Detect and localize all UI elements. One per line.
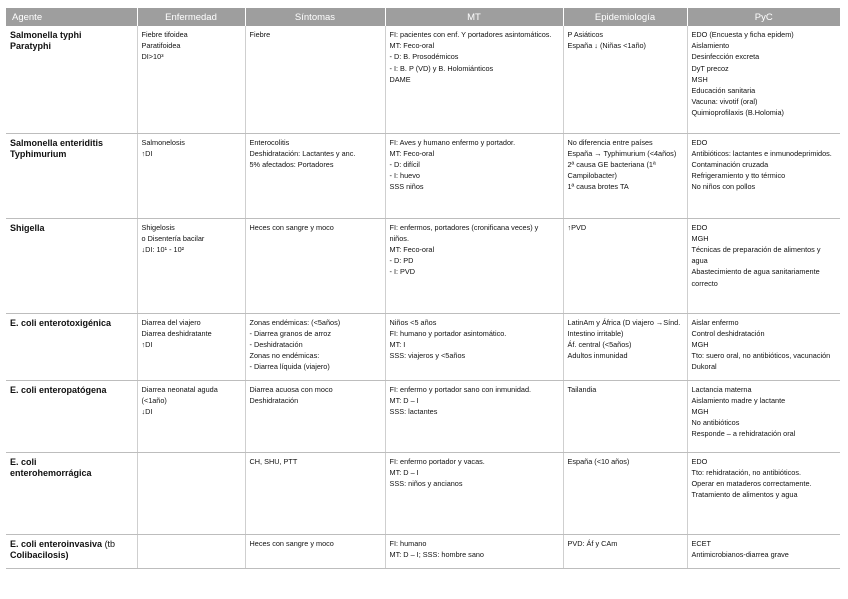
pyc-cell — [687, 380, 840, 452]
cell-line: Aislamiento madre y lactante — [691, 395, 786, 405]
mt-cell — [385, 452, 563, 534]
header-sintomas: Síntomas — [245, 8, 385, 26]
cell-line: Shigelosis — [141, 222, 175, 232]
cell-line: - I: huevo — [389, 171, 420, 181]
cell-line: Antimicrobianos-diarrea grave — [691, 549, 789, 559]
agent-line: E. coli — [10, 456, 37, 467]
cell-line: Diarrea neonatal aguda (<1año) — [141, 384, 218, 405]
table-row — [6, 313, 840, 380]
cell-line: ↑DI — [141, 148, 153, 158]
cell-line: - D: difícil — [389, 159, 420, 169]
sintomas-cell — [245, 218, 385, 313]
agent-line: Salmonella enteriditis — [10, 137, 104, 148]
pyc-cell — [687, 218, 840, 313]
table-row — [6, 452, 840, 534]
cell-line: No diferencia entre países — [567, 137, 653, 147]
cell-line: Paratifoidea — [141, 41, 181, 51]
cell-line: Diarrea del viajero — [141, 317, 201, 327]
cell-line: Operar en mataderos correctamente. — [691, 478, 812, 488]
cell-line: SSS: lactantes — [389, 406, 438, 416]
cell-line: 5% afectados: Portadores — [249, 159, 334, 169]
cell-line: Control deshidratación — [691, 328, 765, 338]
header-enfermedad: Enfermedad — [137, 8, 245, 26]
mt-cell — [385, 380, 563, 452]
cell-line: ↑DI — [141, 339, 153, 349]
agent-cell — [6, 218, 137, 313]
cell-line: MGH — [691, 339, 709, 349]
cell-line: MT: Feco-oral — [389, 244, 435, 254]
cell-line: Enterocolitis — [249, 137, 290, 147]
pyc-cell — [687, 26, 840, 133]
disease-table — [6, 8, 840, 569]
pyc-cell — [687, 452, 840, 534]
cell-line: España (<10 años) — [567, 456, 630, 466]
cell-line: Zonas no endémicas: — [249, 351, 320, 361]
agent-line: Typhimurium — [10, 148, 67, 159]
cell-line: Quimioprofilaxis (B.Holomia) — [691, 108, 784, 118]
enfermedad-cell — [137, 133, 245, 218]
agent-cell — [6, 26, 137, 133]
cell-line: Vacuna: vivotif (oral) — [691, 97, 758, 107]
cell-line: DAME — [389, 74, 411, 84]
mt-cell — [385, 133, 563, 218]
cell-line: Adultos inmunidad — [567, 351, 628, 361]
cell-line: ↓DI — [141, 406, 153, 416]
epidemiologia-cell — [563, 452, 687, 534]
cell-line: EDO — [691, 137, 708, 147]
cell-line: MT: Feco-oral — [389, 41, 435, 51]
cell-line: ECET — [691, 538, 711, 548]
cell-line: ↑PVD — [567, 222, 587, 232]
epidemiologia-cell — [563, 218, 687, 313]
cell-line: Deshidratación: Lactantes y anc. — [249, 148, 356, 158]
agent-line: Colibacilosis) — [10, 549, 69, 560]
table-row — [6, 534, 840, 568]
agent-cell — [6, 534, 137, 568]
pyc-cell — [687, 534, 840, 568]
cell-line: LatinAm y África (D viajero →Sínd. Intestino irritable) — [567, 317, 681, 338]
sintomas-cell — [245, 380, 385, 452]
cell-line: FI: enfermos, portadores (cronificana veces) y niños. — [389, 222, 539, 243]
cell-line: SSS: niños y ancianos — [389, 478, 463, 488]
cell-line: MT: I — [389, 339, 406, 349]
cell-line: o Disentería bacilar — [141, 233, 205, 243]
cell-line: Tratamiento de alimentos y agua — [691, 490, 798, 500]
header-agente: Agente — [6, 8, 137, 26]
enfermedad-cell — [137, 218, 245, 313]
cell-line: Fiebre tifoidea — [141, 30, 188, 39]
cell-line: MT: D – I — [389, 395, 419, 405]
cell-line: No antibióticos — [691, 418, 740, 428]
epidemiologia-cell — [563, 26, 687, 133]
table-row — [6, 380, 840, 452]
cell-line: Lactancia materna — [691, 384, 752, 394]
cell-line: Niños <5 años — [389, 317, 437, 327]
cell-line: - I: PVD — [389, 267, 416, 277]
cell-line: P Asiáticos — [567, 30, 604, 39]
cell-line: Diarrea deshidratante — [141, 328, 212, 338]
sintomas-cell — [245, 452, 385, 534]
cell-line: Heces con sangre y moco — [249, 222, 334, 232]
cell-line: Abastecimiento de agua sanitariamente correcto — [691, 267, 820, 288]
agent-name: E. coli enteroinvasiva — [10, 538, 103, 549]
table-row — [6, 26, 840, 133]
cell-line: CH, SHU, PTT — [249, 456, 298, 466]
cell-line: - Diarrea líquida (viajero) — [249, 362, 330, 372]
agent-line: Shigella — [10, 222, 45, 233]
enfermedad-cell — [137, 452, 245, 534]
cell-line: Tto: rehidratación, no antibióticos. — [691, 467, 802, 477]
table-row — [6, 218, 840, 313]
cell-line: FI: humano — [389, 538, 427, 548]
agent-line: Salmonella typhi — [10, 30, 82, 40]
cell-line: ↓DI: 10¹ - 10² — [141, 244, 185, 254]
cell-line: - I: B. P (VD) y B. Holomiánticos — [389, 63, 494, 73]
cell-line: FI: enfermo portador y vacas. — [389, 456, 485, 466]
epidemiologia-cell — [563, 133, 687, 218]
cell-line: Deshidratación — [249, 395, 299, 405]
header-epidemiologia: Epidemiología — [563, 8, 687, 26]
agent-cell — [6, 133, 137, 218]
cell-line: EDO — [691, 456, 708, 466]
mt-cell — [385, 218, 563, 313]
cell-line: España ↓ (Niñas <1año) — [567, 41, 646, 51]
cell-line: MGH — [691, 233, 709, 243]
enfermedad-cell — [137, 26, 245, 133]
cell-line: Diarrea acuosa con moco — [249, 384, 333, 394]
cell-line: Salmonelosis — [141, 137, 185, 147]
cell-line: Tto: suero oral, no antibióticos, vacunación Dukoral — [691, 351, 831, 372]
cell-line: Técnicas de preparación de alimentos y agua — [691, 244, 821, 266]
enfermedad-cell — [137, 313, 245, 380]
header-row — [6, 8, 840, 26]
table-row — [6, 133, 840, 218]
epidemiologia-cell — [563, 380, 687, 452]
cell-line: PVD: Áf y CAm — [567, 538, 618, 548]
agent-cell — [6, 313, 137, 380]
sintomas-cell — [245, 534, 385, 568]
sintomas-cell — [245, 313, 385, 380]
cell-line: - Diarrea granos de arroz — [249, 328, 332, 338]
mt-cell — [385, 534, 563, 568]
cell-line: No niños con pollos — [691, 182, 756, 192]
cell-line: 2ª causa GE bacteriana (1ª Campilobacter) — [567, 159, 656, 181]
agent-line — [10, 539, 134, 550]
cell-line: FI: pacientes con enf. Y portadores asintomáticos. — [389, 30, 552, 39]
cell-line: SSS niños — [389, 182, 424, 192]
cell-line: DI>10³ — [141, 52, 164, 62]
cell-line: EDO — [691, 222, 708, 232]
cell-line: - D: PD — [389, 256, 414, 266]
sintomas-cell — [245, 133, 385, 218]
cell-line: España → Typhimurium (<4años) — [567, 148, 677, 158]
cell-line: Contaminación cruzada — [691, 159, 769, 169]
cell-line: MT: D – I; SSS: hombre sano — [389, 549, 484, 559]
epidemiologia-cell — [563, 313, 687, 380]
cell-line: Educación sanitaria — [691, 86, 756, 96]
mt-cell — [385, 313, 563, 380]
epidemiologia-cell — [563, 534, 687, 568]
cell-line: EDO (Encuesta y ficha epidem) — [691, 30, 794, 39]
agent-line: Paratyphi — [10, 41, 52, 51]
cell-line: Responde – a rehidratación oral — [691, 429, 796, 439]
disease-table-sheet — [6, 8, 840, 569]
header-pyc: PyC — [687, 8, 840, 26]
cell-line: Aislar enfermo — [691, 317, 739, 327]
cell-line: 1ª causa brotes TA — [567, 182, 629, 192]
cell-line: Zonas endémicas: (<5años) — [249, 317, 341, 327]
cell-line: SSS: viajeros y <5años — [389, 351, 466, 361]
enfermedad-cell — [137, 380, 245, 452]
cell-line: MT: Feco-oral — [389, 148, 435, 158]
cell-line: Desinfección excreta — [691, 52, 760, 62]
cell-line: FI: humano y portador asintomático. — [389, 328, 507, 338]
mt-cell — [385, 26, 563, 133]
enfermedad-cell — [137, 534, 245, 568]
cell-line: MT: D – I — [389, 467, 419, 477]
agent-cell — [6, 380, 137, 452]
cell-line: - D: B. Prosodémicos — [389, 52, 459, 62]
pyc-cell — [687, 133, 840, 218]
cell-line: Antibióticos: lactantes e inmunodeprimidos. — [691, 148, 832, 158]
cell-line: FI: enfermo y portador sano con inmunidad. — [389, 384, 532, 394]
pyc-cell — [687, 313, 840, 380]
cell-line: Fiebre — [249, 30, 271, 39]
agent-line: E. coli enterotoxigénica — [10, 317, 112, 328]
agent-line: enterohemorrágica — [10, 467, 92, 478]
cell-line: MGH — [691, 406, 709, 416]
cell-line: FI: Aves y humano enfermo y portador. — [389, 137, 516, 147]
agent-line: E. coli enteropatógena — [10, 384, 107, 395]
sintomas-cell — [245, 26, 385, 133]
cell-line: Refrigeramiento y tto térmico — [691, 171, 786, 181]
cell-line: Áf. central (<5años) — [567, 339, 632, 349]
cell-line: Aislamiento — [691, 41, 730, 51]
cell-line: - Deshidratación — [249, 339, 303, 349]
cell-line: MSH — [691, 74, 708, 84]
agent-cell — [6, 452, 137, 534]
cell-line: DyT precoz — [691, 63, 729, 73]
cell-line: Heces con sangre y moco — [249, 538, 334, 548]
header-mt: MT — [385, 8, 563, 26]
cell-line: Tailandia — [567, 384, 597, 394]
agent-suffix: (tb — [104, 538, 116, 549]
